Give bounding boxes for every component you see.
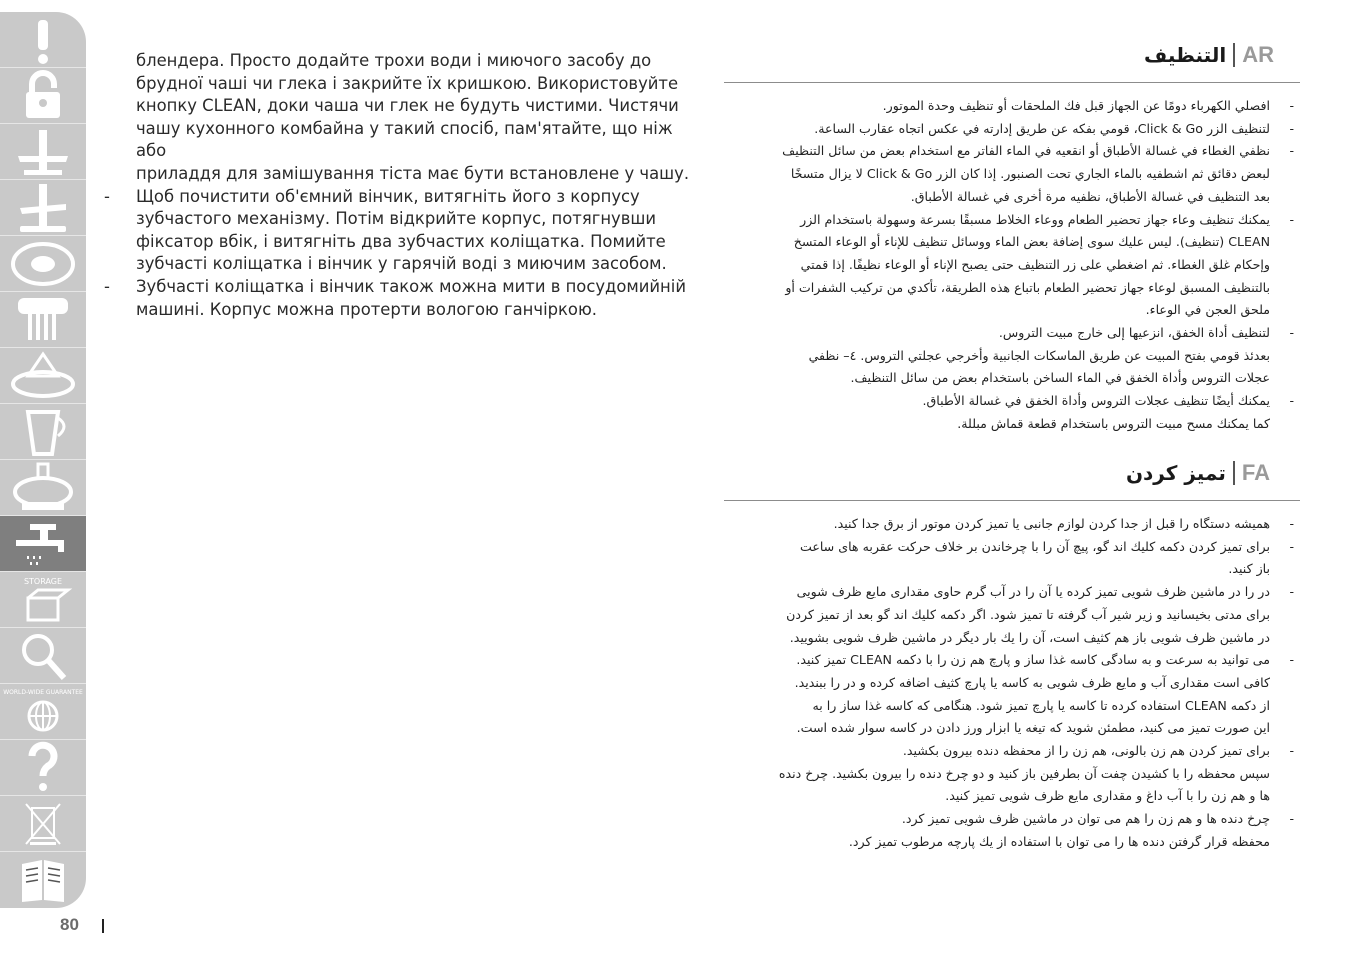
ar-line: بعد التنظيف في غسالة الأطباق، نظفيه مرة أخرى في غسالة الأطباق.	[910, 188, 1270, 204]
question-icon	[8, 742, 78, 794]
fa-list-item	[724, 740, 1300, 808]
tab-jug[interactable]	[0, 404, 86, 460]
ar-line: نظفي الغطاء في غسالة الأطباق أو انقعيه في الماء الفاتر مع استخدام بعض من سائل التنظيف	[782, 143, 1270, 159]
tab-blade[interactable]	[0, 124, 86, 180]
tab-blade-assembly[interactable]	[0, 180, 86, 236]
tab-questions[interactable]	[0, 740, 86, 796]
jug-icon	[8, 406, 78, 458]
list-dash: -	[1289, 98, 1294, 113]
fa-line: در ماشين ظرف شويی باز هم كثيف است، آن را يك بار ديگر در ماشين ظرف شويی بشوييد.	[789, 629, 1270, 645]
cleaning-tap-icon	[8, 518, 78, 570]
ar-list-item	[724, 140, 1300, 208]
fa-line: باز كنيد.	[1228, 561, 1270, 577]
list-dash: -	[1289, 393, 1294, 409]
list-dash: -	[1289, 811, 1294, 827]
tab-disc[interactable]	[0, 236, 86, 292]
ar-list-item	[724, 209, 1300, 323]
ar-line: لبعض دقائق ثم اشطفيه بالماء الجاري تحت الصنبور. إذا كان الزر Click & Go لا يزال متسخًا	[790, 166, 1270, 182]
tab-troubleshooting[interactable]	[0, 628, 86, 684]
fa-list-item	[724, 513, 1300, 536]
globe-icon	[3, 686, 83, 738]
list-dash: -	[1289, 143, 1294, 159]
ar-language-code: AR	[1242, 42, 1274, 67]
fa-line: برای تميز كردن دكمه كليك اند گو، پيچ آن را با چرخاندن بر خلاف حركت عقربه های ساعت	[799, 538, 1270, 554]
uk-line: Зубчасті коліщатка і вінчик також можна мити в посудомийній	[136, 276, 686, 296]
list-dash: -	[1289, 743, 1294, 759]
blade-icon	[8, 126, 78, 178]
ar-section-title: التنظيف	[1144, 43, 1227, 67]
magnifier-icon	[8, 630, 78, 682]
uk-line: фіксатор вбік, і витягніть два зубчастих коліщатка. Помийте	[136, 231, 666, 251]
recycle-bin-icon	[8, 798, 78, 850]
list-dash: -	[104, 276, 110, 296]
ar-line: لتنظيف الزر Click & Go، قومي بفكه عن طريق إدارته في عكس اتجاه عقارب الساعة.	[814, 120, 1270, 136]
ar-list-item	[724, 118, 1300, 141]
list-dash: -	[1289, 538, 1294, 554]
citrus-press-icon	[8, 350, 78, 402]
whisk-icon	[8, 294, 78, 346]
ar-list-item	[724, 322, 1300, 390]
fa-list-item	[724, 581, 1300, 649]
blade-assembly-icon	[8, 182, 78, 234]
disc-icon	[8, 238, 78, 290]
tab-safety[interactable]	[0, 12, 86, 68]
ar-line: ملحق العجن في الوعاء.	[1145, 302, 1270, 318]
uk-line: брудної чаші чи глека і закрийте їх кришкою. Використовуйте	[136, 73, 679, 93]
ar-line: بالتنظيف المسبق لوعاء جهاز تحضير الطعام باتباع هذه الطريقة، تأكدي من تركيب الشفرات أو	[785, 279, 1270, 295]
ar-line: وإحكام غلق الغطاء. ثم اضغطي على زر التنظيف حتى يصبح الإناء أو الوعاء نظيفًا. إذا قمتي	[800, 256, 1270, 272]
ar-line: يمكنك أيضًا تنظيف عجلات التروس وأداة الخفق في غسالة الأطباق.	[922, 393, 1270, 409]
page-number: 80	[60, 915, 79, 934]
list-dash: -	[1289, 211, 1294, 227]
list-dash: -	[1289, 120, 1294, 136]
uk-line: приладдя для замішування тіста має бути встановлене у чашу.	[136, 163, 690, 183]
tab-guarantee[interactable]	[0, 684, 86, 740]
tab-manual[interactable]	[0, 852, 86, 908]
fa-line: اين صورت تميز می كنيد، مطمئن شويد كه تيغه يا ابزار ورز دادن در كاسه سوار شده است.	[796, 720, 1270, 736]
list-dash: -	[1289, 584, 1294, 600]
food-processor-icon	[8, 462, 78, 514]
list-dash: -	[104, 186, 110, 206]
ar-cleaning-list	[724, 95, 1300, 436]
fa-line: برای تميز كردن هم زن بالونی، هم زن را از محفظه دنده بيرون بكشيد.	[902, 743, 1270, 759]
fa-line: برای مدتی بخيسانيد و زير شير آب گرفته تا تميز شود. اگر دكمه كليك اند گو بعد از تميز كردن	[786, 606, 1270, 622]
tab-citrus-press[interactable]	[0, 348, 86, 404]
list-dash: -	[1289, 516, 1294, 531]
fa-line: هميشه دستگاه را قبل از جدا كردن لوازم جانبی يا تميز كردن موتور از برق جدا كنيد.	[833, 516, 1270, 531]
fa-line: سپس محفظه را با كشيدن چفت آن بطرفين باز كنيد و دو چرخ دنده را بيرون بكشيد. چرخ دنده	[778, 765, 1270, 781]
ar-cleaning-section	[724, 42, 1300, 436]
fa-section-title: تميز كردن	[1125, 461, 1226, 485]
fa-line: از دكمه CLEAN استفاده كرده تا كاسه يا پارچ تميز شود. هنگامی كه كاسه غذا ساز را به	[812, 697, 1270, 713]
list-dash: -	[1289, 652, 1294, 668]
fa-cleaning-section	[724, 460, 1300, 854]
uk-line: зубчасті коліщатка і вінчик у гарячій воді з миючим засобом.	[136, 254, 667, 274]
ar-line: لتنظيف أداة الخفق، انزعيها إلى خارج مبيت التروس.	[998, 325, 1270, 341]
ar-line: افصلي الكهرباء دومًا عن الجهاز قبل فك الملحقات أو تنظيف وحدة الموتور.	[882, 98, 1270, 113]
fa-line: می توانيد به سرعت و به سادگی كاسه غذا ساز و پارچ هم زن را با دكمه CLEAN تميز كنيد.	[796, 652, 1270, 668]
uk-line: кнопку CLEAN, доки чаша чи глек не будуть чистими. Чистячи	[136, 96, 679, 116]
uk-cleaning-text	[104, 50, 694, 321]
fa-line: محفظه قرار گرفتن دنده ها را می توان با استفاده از يك پارچه مرطوب تميز كرد.	[848, 833, 1270, 849]
uk-line: блендера. Просто додайте трохи води і миючого засобу до	[136, 51, 652, 70]
uk-line: зубчастого механізму. Потім відкрийте корпус, потягнувши	[136, 209, 657, 229]
chapter-sidebar	[0, 12, 86, 908]
fa-cleaning-list	[724, 513, 1300, 854]
manual-book-icon	[8, 854, 78, 906]
header-separator	[1233, 461, 1235, 485]
tab-cleaning[interactable]	[0, 516, 86, 572]
uk-line: Щоб почистити об'ємний вінчик, витягніть його з корпусу	[136, 186, 640, 206]
fa-line: در را در ماشين ظرف شويی تميز كرده يا آن را در آب گرم حاوی مقداری مايع ظرف شويی	[796, 584, 1270, 600]
fa-line: كافی است مقداری آب و مايع ظرف شويی به كاسه يا پارچ كثيف اضافه كرده و در را ببنديد.	[794, 674, 1270, 690]
ar-line: يمكنك تنظيف وعاء جهاز تحضير الطعام ووعاء الخلاط مسبقًا بسرعة وسهولة باستخدام الزر	[800, 211, 1270, 227]
tab-food-processor[interactable]	[0, 460, 86, 516]
ar-list-item	[724, 390, 1300, 435]
tab-lock[interactable]	[0, 68, 86, 124]
header-separator	[1233, 43, 1235, 67]
storage-label: STORAGE	[23, 577, 63, 586]
tab-whisk[interactable]	[0, 292, 86, 348]
uk-line: машині. Корпус можна протерти вологою ганчіркою.	[136, 299, 597, 319]
fa-language-code: FA	[1241, 460, 1270, 485]
uk-list-item	[104, 186, 694, 276]
fa-list-item	[724, 808, 1300, 853]
tab-storage[interactable]	[0, 572, 86, 628]
uk-list-item	[104, 276, 694, 321]
guarantee-label: WORLD-WIDE GUARANTEE	[3, 689, 83, 696]
ar-line: عجلات التروس وأداة الخفق في الماء الساخن باستخدام بعض من سائل التنظيف.	[850, 370, 1270, 386]
fa-list-item	[724, 649, 1300, 740]
fa-line: چرخ دنده ها و هم زن را هم می توان در ماشين ظرف شويی تميز كرد.	[901, 811, 1270, 827]
list-dash: -	[1289, 325, 1294, 341]
tab-environment[interactable]	[0, 796, 86, 852]
ar-section-header	[724, 42, 1300, 83]
fa-section-header	[724, 460, 1300, 501]
ar-line: CLEAN (تنظيف). ليس عليك سوى إضافة بعض الماء ووسائل تنظيف للإناء أو الوعاء المتسخ	[793, 234, 1270, 250]
page-number-divider	[102, 919, 104, 933]
uk-line: чашу кухонного комбайна у такий спосіб, пам'ятайте, що ніж або	[136, 118, 673, 161]
ar-line: كما يمكنك مسح مبيت التروس باستخدام قطعة قماش مبللة.	[957, 415, 1270, 431]
fa-list-item	[724, 536, 1300, 581]
padlock-icon	[8, 70, 78, 122]
warning-icon	[8, 14, 78, 66]
storage-box-icon	[8, 574, 78, 626]
fa-line: ها و هم زن را با آب داغ و مقداری مايع ظرف شويی تميز كنيد.	[945, 788, 1270, 804]
ar-list-item	[724, 95, 1300, 118]
ar-line: بعدئذ قومي بفتح المبيت عن طريق الماسكات الجانبية وأخرجي عجلتي التروس. ٤– نظفي	[808, 347, 1270, 363]
